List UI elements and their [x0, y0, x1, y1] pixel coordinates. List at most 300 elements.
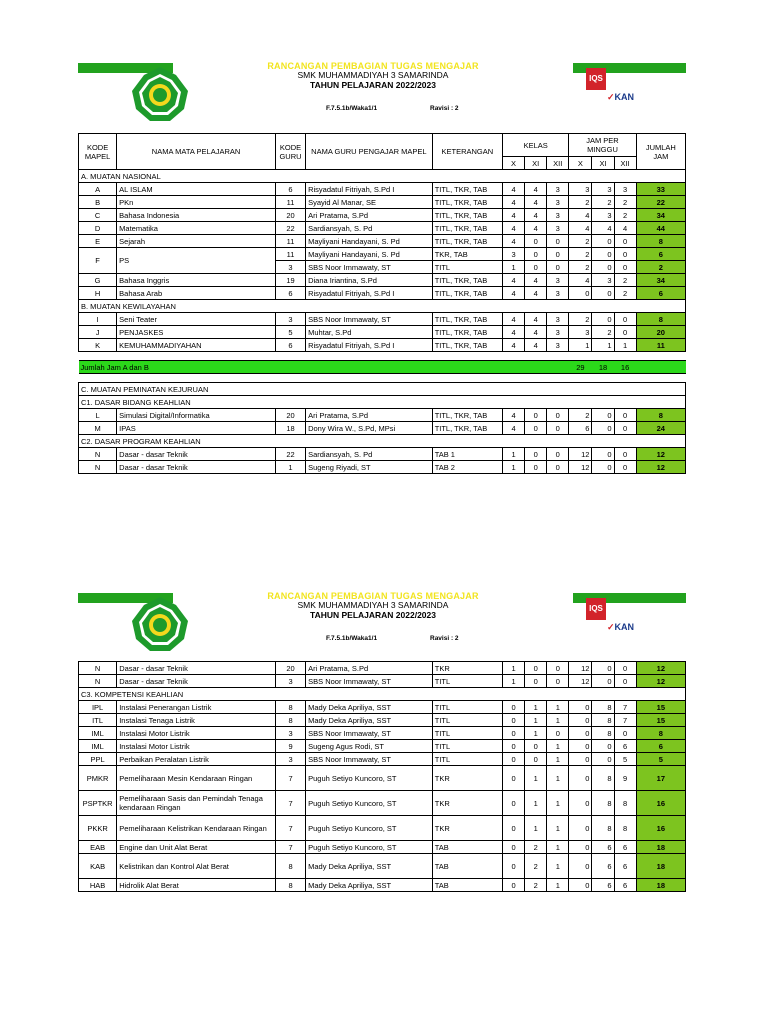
value-cell: 0: [614, 461, 636, 474]
value-cell: 0: [547, 461, 569, 474]
value-cell: 1: [525, 714, 547, 727]
nama-mapel-cell: Instalasi Tenaga Listrik: [117, 714, 276, 727]
value-cell: 4: [525, 196, 547, 209]
value-cell: 3: [592, 274, 614, 287]
nama-mapel-cell: Kelistrikan dan Kontrol Alat Berat: [117, 854, 276, 879]
table-row: [79, 879, 686, 892]
value-cell: 1: [614, 339, 636, 352]
value-cell: 0: [547, 409, 569, 422]
jumlah-jam-cell: 18: [636, 854, 685, 879]
kode-guru-cell: 3: [275, 675, 305, 688]
document-number: F.7.5.1b/Waka1/1: [326, 105, 378, 112]
value-cell: 0: [503, 701, 525, 714]
value-cell: 0: [547, 235, 569, 248]
value-cell: 4: [503, 235, 525, 248]
value-cell: 0: [569, 816, 592, 841]
value-cell: 0: [592, 448, 614, 461]
value-cell: 4: [503, 326, 525, 339]
value-cell: 0: [525, 261, 547, 274]
nama-mapel-cell: Simulasi Digital/Informatika: [117, 409, 276, 422]
jumlah-jam-cell: 15: [636, 714, 685, 727]
value-cell: 0: [592, 461, 614, 474]
section-muatan-kewilayahan: B. MUATAN KEWILAYAHAN: [79, 300, 686, 313]
iqs-badge: IQS: [586, 68, 606, 90]
kode-guru-cell: 20: [275, 209, 305, 222]
value-cell: 4: [503, 339, 525, 352]
kode-mapel-cell: IML: [79, 740, 117, 753]
value-cell: 8: [614, 791, 636, 816]
keterangan-cell: TITL, TKR, TAB: [432, 209, 502, 222]
kode-mapel-cell: I: [79, 313, 117, 326]
jumlah-jam-cell: 5: [636, 753, 685, 766]
value-cell: 9: [614, 766, 636, 791]
table-row: [79, 675, 686, 688]
value-cell: 1: [547, 753, 569, 766]
nama-mapel-cell: Instalasi Motor Listrik: [117, 727, 276, 740]
kode-guru-cell: 19: [275, 274, 305, 287]
value-cell: 1: [525, 701, 547, 714]
value-cell: 3: [547, 209, 569, 222]
keterangan-cell: TITL: [432, 261, 502, 274]
table-row: [79, 287, 686, 300]
nama-mapel-cell: KEMUHAMMADIYAHAN: [117, 339, 276, 352]
value-cell: 5: [614, 753, 636, 766]
kode-mapel-cell: PPL: [79, 753, 117, 766]
kode-mapel-cell: C: [79, 209, 117, 222]
value-cell: 4: [525, 183, 547, 196]
value-cell: 0: [614, 235, 636, 248]
value-cell: 0: [525, 675, 547, 688]
kode-guru-cell: 20: [275, 662, 305, 675]
nama-guru-cell: Syayid Al Manar, SE: [306, 196, 433, 209]
value-cell: 0: [525, 235, 547, 248]
table-row: [79, 448, 686, 461]
keterangan-cell: TITL, TKR, TAB: [432, 313, 502, 326]
value-cell: 8: [614, 816, 636, 841]
kode-mapel-cell: N: [79, 461, 117, 474]
nama-guru-cell: SBS Noor Immawaty, ST: [306, 753, 433, 766]
nama-guru-cell: Mady Deka Apriliya, SST: [306, 714, 433, 727]
kode-guru-cell: 1: [275, 461, 305, 474]
value-cell: 0: [525, 461, 547, 474]
nama-mapel-cell: Engine dan Unit Alat Berat: [117, 841, 276, 854]
value-cell: 0: [614, 727, 636, 740]
column-header-kode-guru: KODE GURU: [275, 134, 305, 170]
column-header-grade: XI: [592, 157, 614, 170]
jumlah-jam-cell: 33: [636, 183, 685, 196]
value-cell: 0: [503, 727, 525, 740]
value-cell: 0: [592, 675, 614, 688]
value-cell: 2: [569, 235, 592, 248]
value-cell: 0: [569, 740, 592, 753]
value-cell: 0: [503, 714, 525, 727]
table-row: [79, 326, 686, 339]
table-row: [79, 791, 686, 816]
kode-guru-cell: 3: [275, 313, 305, 326]
value-cell: 0: [592, 261, 614, 274]
total-value: 16: [614, 361, 636, 374]
kode-mapel-cell: J: [79, 326, 117, 339]
value-cell: 7: [614, 714, 636, 727]
value-cell: 4: [503, 222, 525, 235]
jumlah-jam-cell: 34: [636, 209, 685, 222]
table-row: [79, 727, 686, 740]
kode-guru-cell: 7: [275, 791, 305, 816]
document-header: [78, 63, 686, 133]
value-cell: 0: [547, 248, 569, 261]
kode-mapel-cell: K: [79, 339, 117, 352]
value-cell: 6: [569, 422, 592, 435]
value-cell: 4: [592, 222, 614, 235]
table-row: [79, 313, 686, 326]
table-row: [79, 248, 686, 261]
value-cell: 0: [614, 448, 636, 461]
value-cell: 1: [547, 791, 569, 816]
value-cell: 3: [614, 183, 636, 196]
section-dasar-program: C2. DASAR PROGRAM KEAHLIAN: [79, 435, 686, 448]
value-cell: 4: [503, 409, 525, 422]
nama-mapel-cell: Bahasa Inggris: [117, 274, 276, 287]
value-cell: 0: [547, 448, 569, 461]
jumlah-jam-cell: 16: [636, 791, 685, 816]
value-cell: 1: [547, 714, 569, 727]
school-name: SMK MUHAMMADIYAH 3 SAMARINDA: [297, 70, 449, 80]
kode-guru-cell: 6: [275, 183, 305, 196]
value-cell: 12: [569, 448, 592, 461]
kode-mapel-cell: D: [79, 222, 117, 235]
section-row: [79, 300, 686, 313]
kode-guru-cell: 8: [275, 701, 305, 714]
value-cell: 1: [547, 841, 569, 854]
value-cell: 0: [503, 791, 525, 816]
value-cell: 0: [569, 701, 592, 714]
nama-guru-cell: Mady Deka Apriliya, SST: [306, 701, 433, 714]
kode-guru-cell: 3: [275, 727, 305, 740]
column-header-grade: X: [503, 157, 525, 170]
kan-logo: ✓KAN: [607, 92, 635, 102]
kode-mapel-cell: H: [79, 287, 117, 300]
value-cell: 0: [547, 727, 569, 740]
table-row: [79, 409, 686, 422]
kode-mapel-cell: PMKR: [79, 766, 117, 791]
value-cell: 2: [525, 854, 547, 879]
value-cell: 2: [614, 274, 636, 287]
value-cell: 1: [503, 662, 525, 675]
keterangan-cell: TKR: [432, 791, 502, 816]
value-cell: 0: [525, 422, 547, 435]
value-cell: 1: [525, 791, 547, 816]
document-number: F.7.5.1b/Waka1/1: [326, 635, 378, 642]
value-cell: 1: [503, 461, 525, 474]
muhammadiyah-logo-icon: [130, 65, 190, 125]
section-row: [79, 396, 686, 409]
column-header-nama-mapel: NAMA MATA PELAJARAN: [117, 134, 276, 170]
keterangan-cell: TITL, TKR, TAB: [432, 339, 502, 352]
nama-guru-cell: Puguh Setiyo Kuncoro, ST: [306, 791, 433, 816]
nama-guru-cell: Sardiansyah, S. Pd: [306, 222, 433, 235]
value-cell: 4: [569, 274, 592, 287]
kode-mapel-cell: EAB: [79, 841, 117, 854]
jumlah-jam-cell: 15: [636, 701, 685, 714]
value-cell: 3: [547, 196, 569, 209]
nama-mapel-cell: PKn: [117, 196, 276, 209]
table-row: [79, 841, 686, 854]
kode-mapel-cell: IML: [79, 727, 117, 740]
value-cell: 0: [614, 422, 636, 435]
kode-guru-cell: 11: [275, 196, 305, 209]
nama-guru-cell: Risyadatul Fitriyah, S.Pd I: [306, 339, 433, 352]
kode-mapel-cell: IPL: [79, 701, 117, 714]
keterangan-cell: TITL, TKR, TAB: [432, 409, 502, 422]
value-cell: 2: [614, 287, 636, 300]
kode-guru-cell: 8: [275, 879, 305, 892]
kode-guru-cell: 11: [275, 235, 305, 248]
column-header-nama-guru: NAMA GURU PENGAJAR MAPEL: [306, 134, 433, 170]
value-cell: 0: [569, 841, 592, 854]
value-cell: 12: [569, 675, 592, 688]
value-cell: 1: [592, 339, 614, 352]
value-cell: 0: [547, 422, 569, 435]
table-row: [79, 422, 686, 435]
section-row: [79, 435, 686, 448]
jumlah-jam-cell: 34: [636, 274, 685, 287]
value-cell: 4: [525, 287, 547, 300]
jumlah-jam-cell: 6: [636, 740, 685, 753]
kode-mapel-cell: E: [79, 235, 117, 248]
column-header-jam-per-minggu: JAM PER MINGGU: [569, 134, 636, 157]
keterangan-cell: TITL: [432, 753, 502, 766]
table-row: [79, 714, 686, 727]
table-row: [79, 766, 686, 791]
jumlah-jam-cell: 12: [636, 662, 685, 675]
column-header-grade: XII: [614, 157, 636, 170]
value-cell: 6: [614, 854, 636, 879]
kode-mapel-cell: PKKR: [79, 816, 117, 841]
value-cell: 3: [547, 287, 569, 300]
value-cell: 1: [547, 701, 569, 714]
value-cell: 1: [503, 675, 525, 688]
value-cell: 0: [592, 235, 614, 248]
value-cell: 6: [614, 841, 636, 854]
value-cell: 4: [525, 222, 547, 235]
nama-mapel-cell: Bahasa Arab: [117, 287, 276, 300]
table-row: [79, 235, 686, 248]
kode-guru-cell: 6: [275, 339, 305, 352]
value-cell: 0: [614, 675, 636, 688]
kode-guru-cell: 5: [275, 326, 305, 339]
value-cell: 3: [592, 183, 614, 196]
section-muatan-nasional: A. MUATAN NASIONAL: [79, 170, 686, 183]
value-cell: 1: [525, 816, 547, 841]
certification-badges: [583, 68, 641, 116]
kode-mapel-cell: N: [79, 662, 117, 675]
value-cell: 4: [614, 222, 636, 235]
spacer-row: [79, 352, 686, 361]
keterangan-cell: TITL: [432, 714, 502, 727]
table-row: [79, 701, 686, 714]
value-cell: 6: [614, 879, 636, 892]
nama-guru-cell: SBS Noor Immawaty, ST: [306, 727, 433, 740]
value-cell: 0: [614, 313, 636, 326]
nama-guru-cell: Mayliyani Handayani, S. Pd: [306, 235, 433, 248]
document-header: [78, 593, 686, 663]
keterangan-cell: TITL, TKR, TAB: [432, 196, 502, 209]
nama-mapel-cell: Instalasi Penerangan Listrik: [117, 701, 276, 714]
value-cell: 0: [592, 313, 614, 326]
column-header-grade: X: [569, 157, 592, 170]
value-cell: 3: [547, 274, 569, 287]
kode-guru-cell: 9: [275, 740, 305, 753]
column-header-jumlah-jam: JUMLAH JAM: [636, 134, 685, 170]
section-kompetensi-keahlian: C3. KOMPETENSI KEAHLIAN: [79, 688, 686, 701]
value-cell: 6: [614, 740, 636, 753]
jumlah-jam-cell: 6: [636, 248, 685, 261]
kode-guru-cell: 6: [275, 287, 305, 300]
kode-guru-cell: 3: [275, 261, 305, 274]
muhammadiyah-logo-icon: [130, 595, 190, 655]
jumlah-jam-cell: 44: [636, 222, 685, 235]
value-cell: 0: [614, 326, 636, 339]
value-cell: 0: [569, 727, 592, 740]
value-cell: 2: [569, 248, 592, 261]
value-cell: 2: [525, 841, 547, 854]
value-cell: 3: [547, 222, 569, 235]
nama-guru-cell: Muhtar, S.Pd: [306, 326, 433, 339]
value-cell: 0: [547, 261, 569, 274]
nama-mapel-cell: AL ISLAM: [117, 183, 276, 196]
value-cell: 4: [503, 274, 525, 287]
jumlah-jam-cell: 6: [636, 287, 685, 300]
value-cell: 0: [503, 854, 525, 879]
nama-guru-cell: SBS Noor Immawaty, ST: [306, 675, 433, 688]
nama-guru-cell: Ari Pratama, S.Pd: [306, 409, 433, 422]
value-cell: 4: [503, 209, 525, 222]
value-cell: 7: [614, 701, 636, 714]
nama-mapel-cell: Instalasi Motor Listrik: [117, 740, 276, 753]
value-cell: 1: [547, 879, 569, 892]
value-cell: 3: [503, 248, 525, 261]
value-cell: 2: [569, 409, 592, 422]
value-cell: 0: [614, 662, 636, 675]
value-cell: 0: [503, 766, 525, 791]
table-row: [79, 662, 686, 675]
section-row: [79, 170, 686, 183]
keterangan-cell: TITL, TKR, TAB: [432, 235, 502, 248]
value-cell: 8: [592, 727, 614, 740]
nama-guru-cell: Ari Pratama, S.Pd: [306, 662, 433, 675]
table-row: [79, 222, 686, 235]
value-cell: 0: [503, 841, 525, 854]
kode-mapel-cell: N: [79, 675, 117, 688]
keterangan-cell: TITL: [432, 675, 502, 688]
jumlah-jam-cell: 18: [636, 841, 685, 854]
jumlah-jam-cell: 12: [636, 448, 685, 461]
document-title: RANCANGAN PEMBAGIAN TUGAS MENGAJAR: [267, 591, 479, 601]
column-header-grade: XI: [525, 157, 547, 170]
value-cell: 3: [569, 326, 592, 339]
kode-mapel-cell: A: [79, 183, 117, 196]
school-name: SMK MUHAMMADIYAH 3 SAMARINDA: [297, 600, 449, 610]
value-cell: 0: [569, 287, 592, 300]
kode-mapel-cell: G: [79, 274, 117, 287]
value-cell: 0: [503, 740, 525, 753]
value-cell: 12: [569, 662, 592, 675]
value-cell: 3: [547, 183, 569, 196]
value-cell: 0: [525, 448, 547, 461]
table-row: [79, 816, 686, 841]
kode-guru-cell: 3: [275, 753, 305, 766]
academic-year: TAHUN PELAJARAN 2022/2023: [310, 610, 436, 620]
keterangan-cell: TITL: [432, 740, 502, 753]
value-cell: 2: [569, 313, 592, 326]
value-cell: 1: [503, 448, 525, 461]
jumlah-jam-cell: 18: [636, 879, 685, 892]
kode-guru-cell: 20: [275, 409, 305, 422]
nama-mapel-cell: Dasar - dasar Teknik: [117, 448, 276, 461]
value-cell: 1: [547, 740, 569, 753]
spacer-cell: [79, 374, 686, 383]
kode-guru-cell: 22: [275, 222, 305, 235]
value-cell: 0: [614, 248, 636, 261]
nama-mapel-cell: Pemeliharaan Sasis dan Pemindah Tenaga kendaraan Ringan: [117, 791, 276, 816]
value-cell: 0: [592, 740, 614, 753]
jumlah-jam-cell: 8: [636, 235, 685, 248]
nama-mapel-cell: PENJASKES: [117, 326, 276, 339]
value-cell: 6: [592, 879, 614, 892]
keterangan-cell: TAB: [432, 841, 502, 854]
value-cell: 6: [592, 841, 614, 854]
jumlah-jam-cell: 20: [636, 326, 685, 339]
kode-mapel-cell: N: [79, 448, 117, 461]
nama-mapel-cell: Pemeliharaan Mesin Kendaraan Ringan: [117, 766, 276, 791]
table-row: [79, 274, 686, 287]
nama-guru-cell: Diana Iriantina, S.Pd: [306, 274, 433, 287]
nama-guru-cell: Sugeng Riyadi, ST: [306, 461, 433, 474]
section-row: [79, 688, 686, 701]
jumlah-jam-cell: 16: [636, 816, 685, 841]
value-cell: 8: [592, 766, 614, 791]
kode-guru-cell: 8: [275, 714, 305, 727]
keterangan-cell: TITL: [432, 701, 502, 714]
value-cell: 8: [592, 701, 614, 714]
total-empty: [636, 361, 685, 374]
value-cell: 0: [592, 662, 614, 675]
value-cell: 4: [525, 313, 547, 326]
value-cell: 12: [569, 461, 592, 474]
value-cell: 1: [547, 854, 569, 879]
nama-guru-cell: Sugeng Agus Rodi, ST: [306, 740, 433, 753]
value-cell: 0: [525, 753, 547, 766]
kode-guru-cell: 22: [275, 448, 305, 461]
kan-logo: ✓KAN: [607, 622, 635, 632]
value-cell: 4: [569, 209, 592, 222]
total-label: Jumlah Jam A dan B: [79, 361, 569, 374]
table-row: [79, 740, 686, 753]
value-cell: 4: [503, 422, 525, 435]
keterangan-cell: TAB 2: [432, 461, 502, 474]
kode-mapel-cell: HAB: [79, 879, 117, 892]
nama-mapel-cell: Hidrolik Alat Berat: [117, 879, 276, 892]
value-cell: 8: [592, 714, 614, 727]
value-cell: 6: [592, 854, 614, 879]
jumlah-jam-cell: 8: [636, 727, 685, 740]
value-cell: 0: [592, 248, 614, 261]
jumlah-jam-cell: 22: [636, 196, 685, 209]
spacer-cell: [79, 352, 686, 361]
spacer-row: [79, 374, 686, 383]
table-row: [79, 183, 686, 196]
total-row: [79, 361, 686, 374]
